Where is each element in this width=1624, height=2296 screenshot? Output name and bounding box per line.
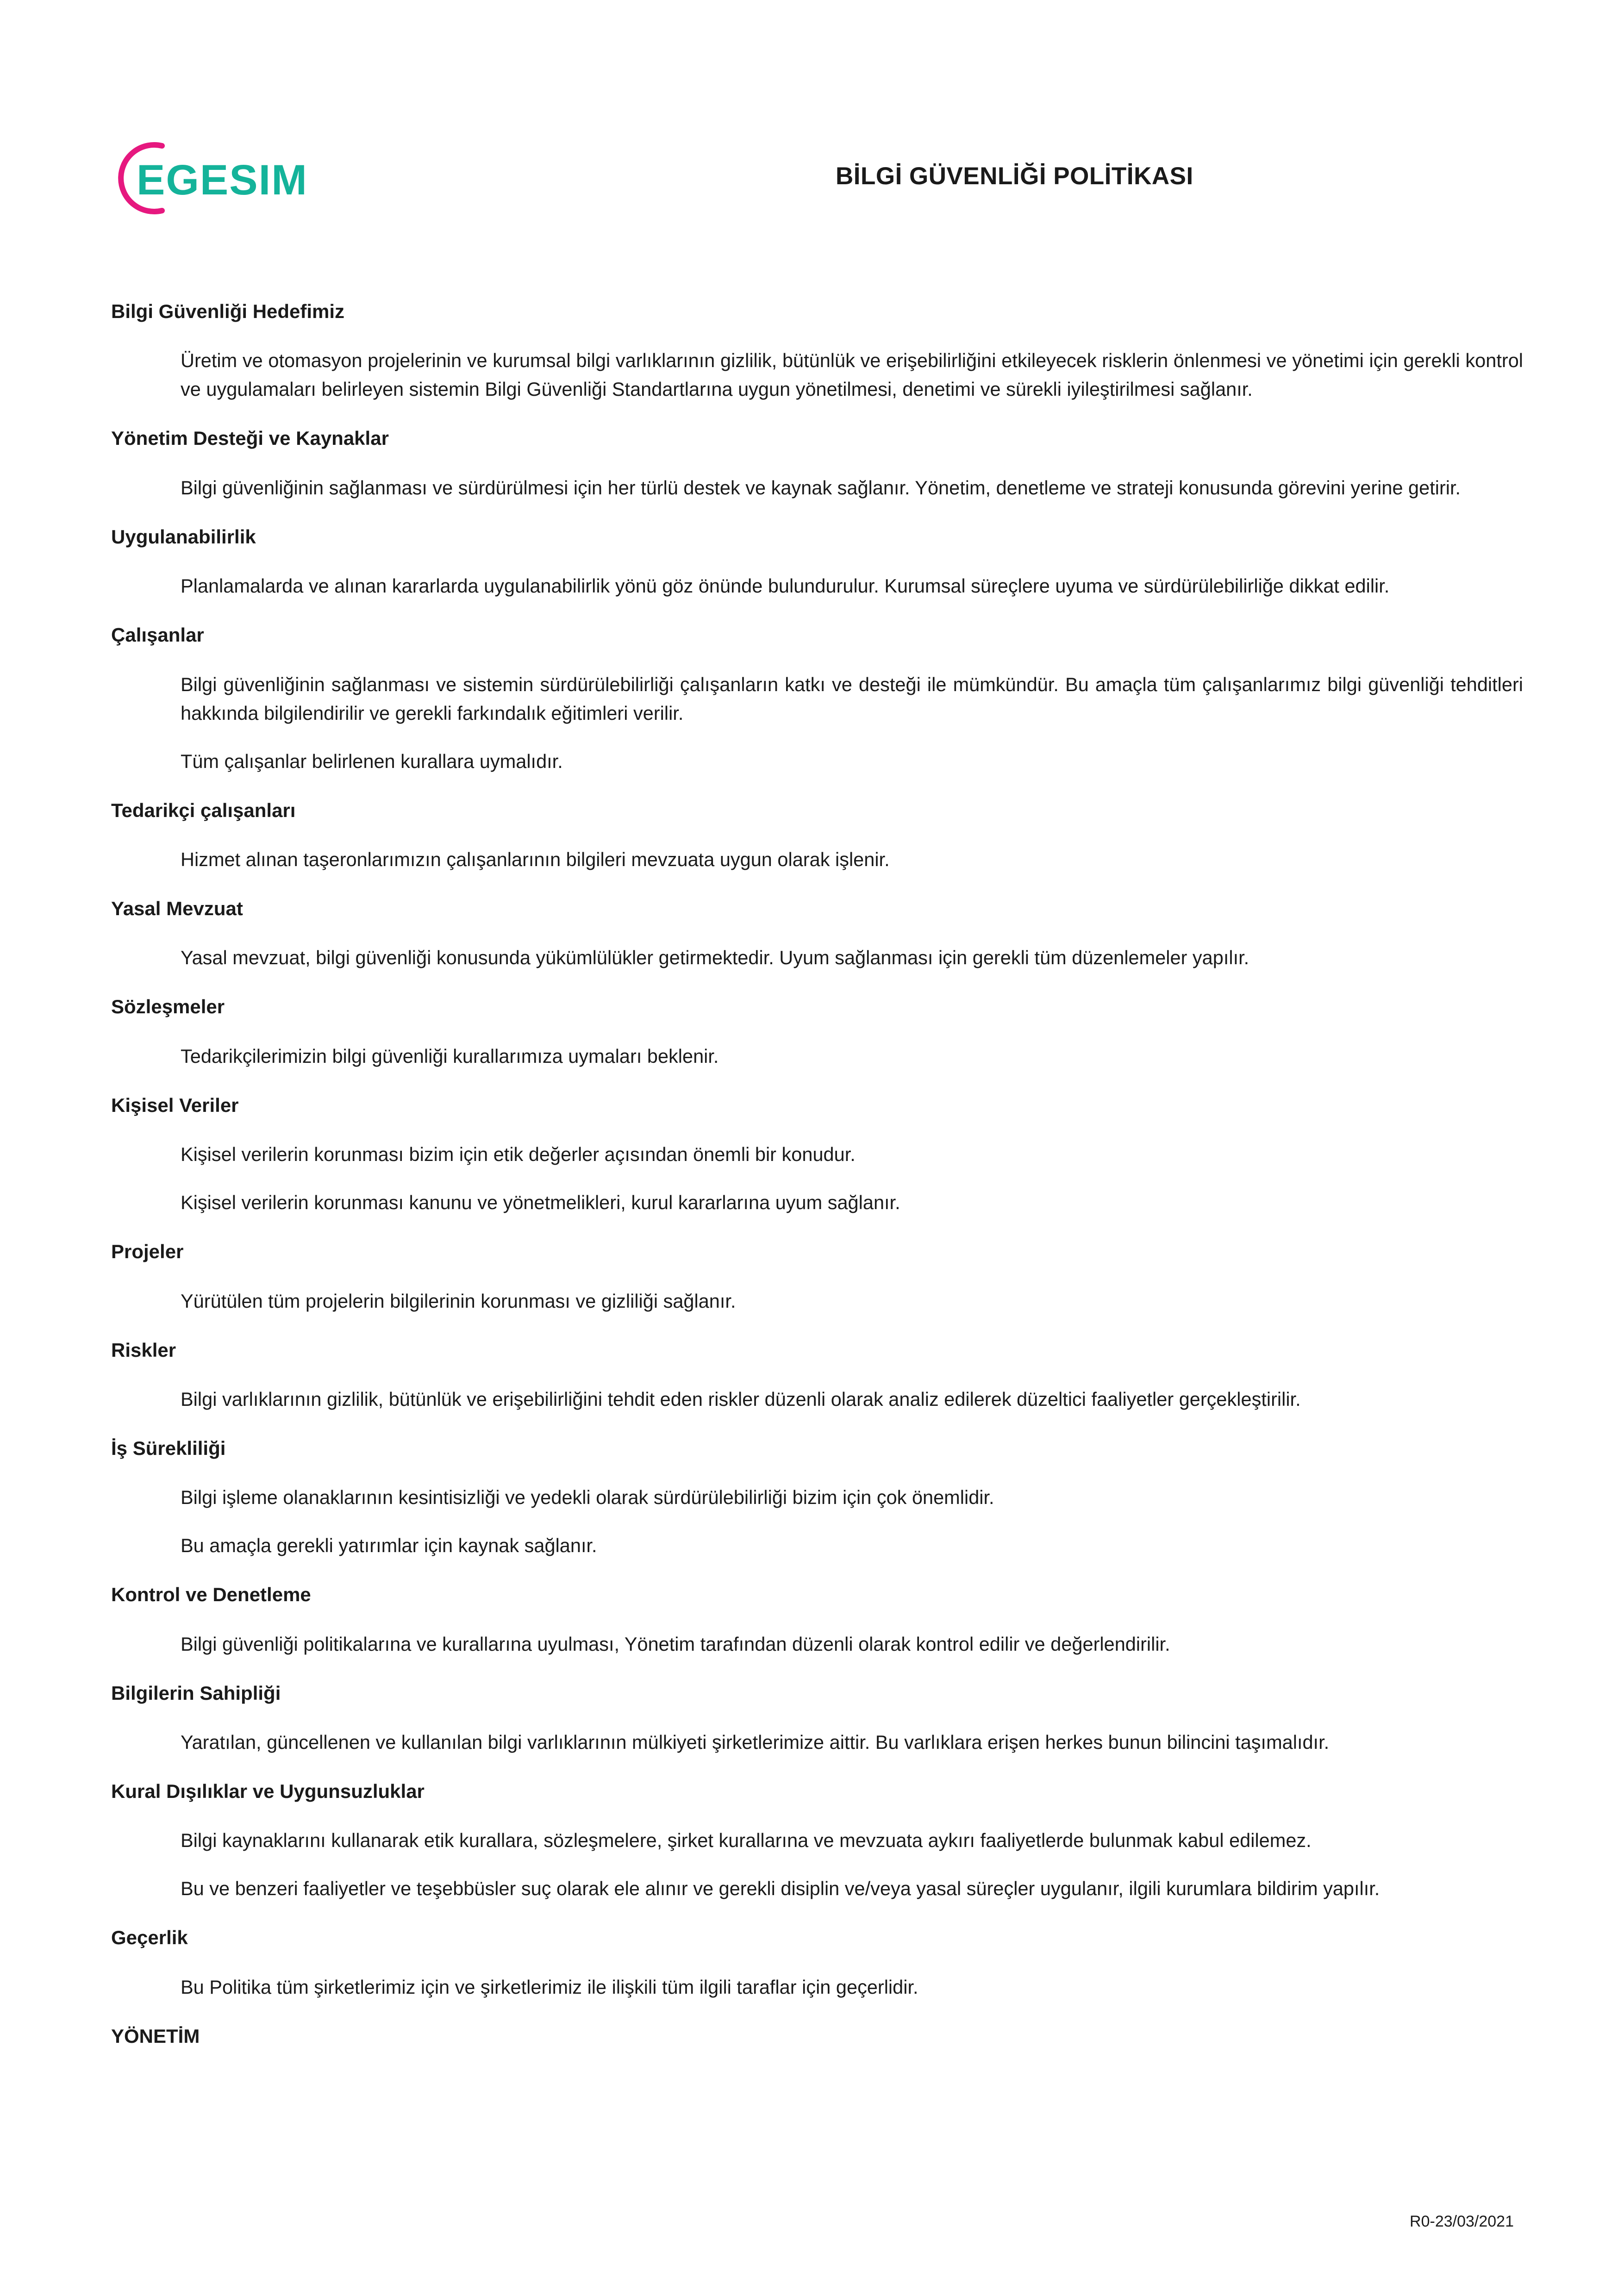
section-heading: Kontrol ve Denetleme <box>111 1584 311 1606</box>
section-paragraph: Bu ve benzeri faaliyetler ve teşebbüsler suç olarak ele alınır ve gerekli disiplin ve/veya yasal süreçler uygulanır, ilgili kurumlara bildirim yapılır. <box>181 1878 1380 1900</box>
section-heading: YÖNETİM <box>111 2025 200 2047</box>
section-heading: Projeler <box>111 1241 184 1263</box>
section-paragraph: Yaratılan, güncellenen ve kullanılan bilgi varlıklarının mülkiyeti şirketlerimize aittir. Bu varlıklara erişen herkes bunun bilincini taşımalıdır. <box>181 1731 1330 1753</box>
section-paragraph: Tüm çalışanlar belirlenen kurallara uymalıdır. <box>181 750 563 772</box>
policy-section <box>111 995 1523 1070</box>
policy-section <box>111 799 1523 874</box>
section-paragraph: Kişisel verilerin korunması kanunu ve yönetmelikleri, kurul kararlarına uyum sağlanır. <box>181 1192 900 1214</box>
policy-section <box>111 1437 1523 1560</box>
policy-section <box>111 1240 1523 1315</box>
section-paragraph: Bilgi işleme olanaklarının kesintisizliği ve yedekli olarak sürdürülebilirliği bizim için çok önemlidir. <box>181 1486 994 1509</box>
section-paragraph: Bilgi güvenliğinin sağlanması ve sürdürülmesi için her türlü destek ve kaynak sağlanır. Yönetim, denetleme ve strateji konusunda görevini yerine getirir. <box>181 476 1461 499</box>
section-heading: Riskler <box>111 1339 176 1361</box>
section-heading: Geçerlik <box>111 1927 188 1949</box>
section-paragraph: Bu Politika tüm şirketlerimiz için ve şirketlerimiz ile ilişkili tüm ilgili taraflar için geçerlidir. <box>181 1976 918 1998</box>
section-paragraph: Tedarikçilerimizin bilgi güvenliği kurallarımıza uymaları beklenir. <box>181 1045 719 1067</box>
policy-section <box>111 1339 1523 1414</box>
section-paragraph: Planlamalarda ve alınan kararlarda uygulanabilirlik yönü göz önünde bulundurulur. Kurumsal süreçlere uyuma ve sürdürülebilirliğe dikkat edilir. <box>181 575 1390 597</box>
policy-section <box>111 1682 1523 1757</box>
policy-section <box>111 1094 1523 1217</box>
section-heading: Tedarikçi çalışanları <box>111 799 296 821</box>
section-heading: Yasal Mevzuat <box>111 897 243 919</box>
policy-section <box>111 2025 1523 2048</box>
section-paragraph: Yasal mevzuat, bilgi güvenliği konusunda yükümlülükler getirmektedir. Uyum sağlanması için gerekli tüm düzenlemeler yapılır. <box>181 947 1249 969</box>
egesim-logo <box>118 141 322 215</box>
document-title: BİLGİ GÜVENLİĞİ POLİTİKASI <box>836 162 1193 190</box>
section-heading: İş Sürekliliği <box>111 1437 226 1459</box>
policy-section <box>111 427 1523 502</box>
policy-section <box>111 897 1523 972</box>
section-heading: Bilgi Güvenliği Hedefimiz <box>111 300 345 322</box>
section-paragraph: Bilgi varlıklarının gizlilik, bütünlük ve erişebilirliğini tehdit eden riskler düzenli olarak analiz edilerek düzeltici faaliyetler gerçekleştirilir. <box>181 1388 1301 1410</box>
policy-section <box>111 525 1523 600</box>
policy-section <box>111 1583 1523 1658</box>
section-heading: Uygulanabilirlik <box>111 525 256 548</box>
section-heading: Yönetim Desteği ve Kaynaklar <box>111 427 389 449</box>
section-heading: Bilgilerin Sahipliği <box>111 1682 281 1704</box>
logo-text: EGESIM <box>137 156 308 204</box>
policy-section <box>111 1926 1523 2001</box>
section-paragraph: Bilgi güvenliği politikalarına ve kurallarına uyulması, Yönetim tarafından düzenli olarak kontrol edilir ve değerlendirilir. <box>181 1633 1170 1655</box>
section-heading: Kural Dışılıklar ve Uygunsuzluklar <box>111 1780 425 1803</box>
section-paragraph: Kişisel verilerin korunması bizim için etik değerler açısından önemli bir konudur. <box>181 1143 856 1166</box>
policy-section <box>111 1780 1523 1903</box>
section-heading: Çalışanlar <box>111 624 204 646</box>
section-paragraph: Bilgi kaynaklarını kullanarak etik kurallara, sözleşmelere, şirket kurallarına ve mevzuata aykırı faaliyetlerde bulunmak kabul edilemez. <box>181 1829 1312 1852</box>
policy-content <box>111 300 1523 2071</box>
section-heading: Sözleşmeler <box>111 996 225 1018</box>
section-heading: Kişisel Veriler <box>111 1094 239 1116</box>
section-paragraph: Yürütülen tüm projelerin bilgilerinin korunması ve gizliliği sağlanır. <box>181 1290 736 1312</box>
section-paragraph: Bilgi güvenliğinin sağlanması ve sistemin sürdürülebilirliği çalışanların katkı ve desteği ile mümkündür. Bu amaçla tüm çalışanlarımız bilgi güvenliği tehditleri hakkında bilgilendirilir ve gerekli farkındalık eğitimleri verilir. <box>181 673 1523 724</box>
policy-section <box>111 624 1523 775</box>
section-paragraph: Bu amaçla gerekli yatırımlar için kaynak sağlanır. <box>181 1535 597 1557</box>
policy-section <box>111 300 1523 404</box>
section-paragraph: Üretim ve otomasyon projelerinin ve kurumsal bilgi varlıklarının gizlilik, bütünlük ve erişebilirliğini etkileyecek risklerin önlenmesi ve yönetimi için gerekli kontrol ve uygulamaları belirleyen sistemin Bilgi Güvenliği Standartlarına uygun yönetilmesi, denetimi ve sürekli iyileştirilmesi sağlanır. <box>181 349 1523 400</box>
section-paragraph: Hizmet alınan taşeronlarımızın çalışanlarının bilgileri mevzuata uygun olarak işlenir. <box>181 848 890 870</box>
revision-label: R0-23/03/2021 <box>1410 2213 1514 2230</box>
